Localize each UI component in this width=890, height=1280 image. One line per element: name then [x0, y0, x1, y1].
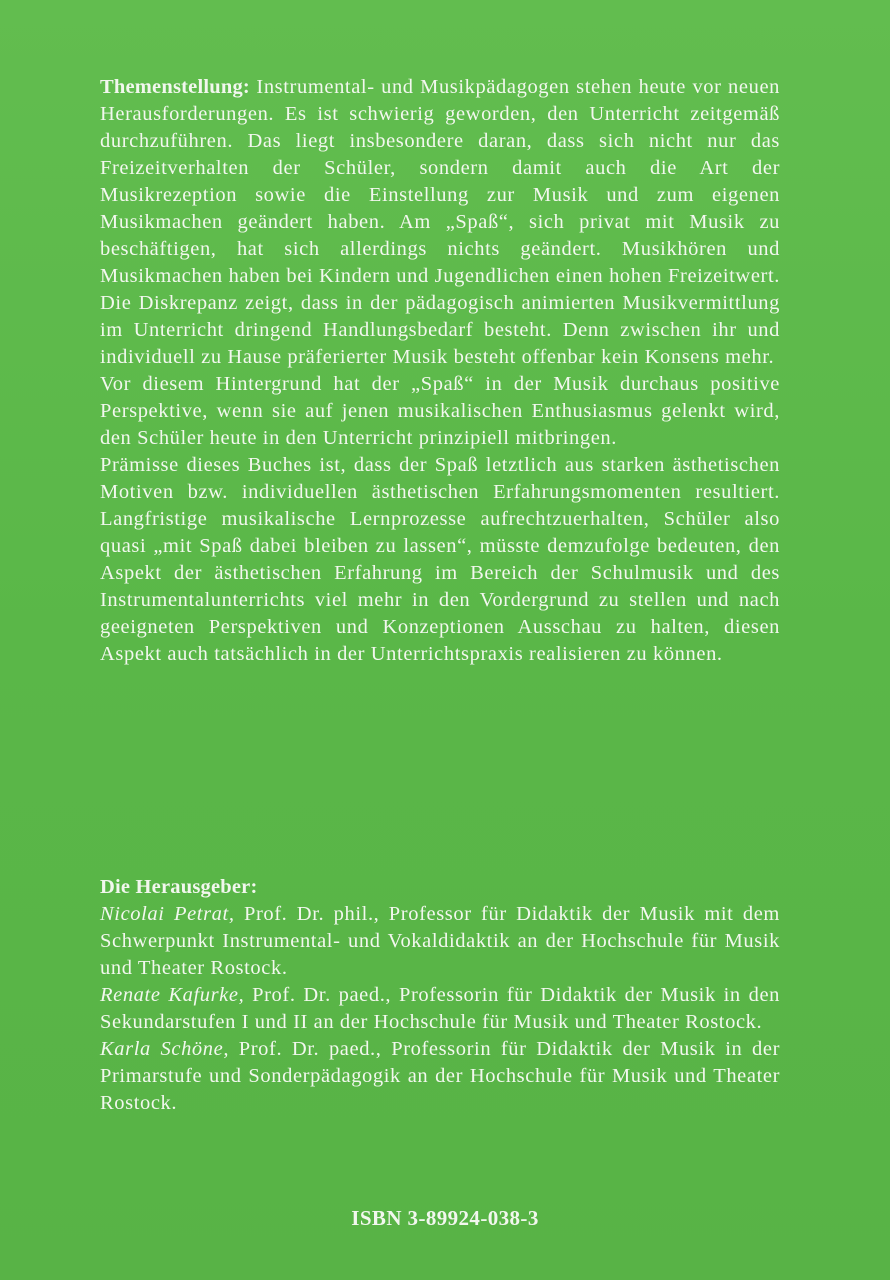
theme-heading: Themenstellung: — [100, 76, 250, 98]
theme-paragraph-2: Vor diesem Hintergrund hat der „Spaß“ in der Musik durchaus positive Perspektive, wenn sie auf jenen musikalischen Enthusiasmus gelenkt wird, den Schüler heute in den Unterricht prinzipiell mitbringen. — [100, 373, 780, 449]
isbn-number: ISBN 3-89924-038-3 — [351, 1206, 539, 1230]
editors-section — [100, 874, 780, 1117]
theme-paragraph-3: Prämisse dieses Buches ist, dass der Spaß letztlich aus starken ästhetischen Motiven bzw. individuellen ästhetischen Erfahrungsmomenten resultiert. Langfristige musikalische Lernprozesse aufrechtzuerhalten, Schüler also quasi „mit Spaß dabei bleiben zu lassen“, müsste demzufolge bedeuten, den Aspekt der ästhetischen Erfahrung im Bereich der Schulmusik und des Instrumentalunterrichts viel mehr in den Vordergrund zu stellen und nach geeigneten Perspektiven und Konzeptionen Ausschau zu halten, diesen Aspekt auch tatsächlich in der Unterrichtspraxis realisieren zu können. — [100, 454, 780, 665]
editors-heading: Die Herausgeber: — [100, 876, 258, 898]
editor-entry-kafurke — [100, 982, 780, 1036]
editor-description: Prof. Dr. paed., Professorin für Didaktik der Musik in den Sekundarstufen I und II an der Hochschule für Musik und Theater Rostock. — [100, 984, 780, 1033]
editor-name: Karla Schöne, — [100, 1038, 230, 1060]
editor-name: Nicolai Petrat, — [100, 903, 235, 925]
theme-paragraph-1 — [100, 74, 780, 371]
editor-description: Prof. Dr. phil., Professor für Didaktik der Musik mit dem Schwerpunkt Instrumental- und Vokaldidaktik an der Hochschule für Musik und Theater Rostock. — [100, 903, 780, 979]
theme-section — [100, 74, 780, 668]
theme-paragraph-1-text: Instrumental- und Musikpädagogen stehen heute vor neuen Herausforderungen. Es ist schwierig geworden, den Unterricht zeitgemäß durchzuführen. Das liegt insbesondere daran, dass sich nicht nur das Freizeitverhalten der Schüler, sondern damit auch die Art der Musikrezeption sowie die Einstellung zur Musik und zum eigenen Musikmachen geändert haben. Am „Spaß“, sich privat mit Musik zu beschäftigen, hat sich allerdings nichts geändert. Musikhören und Musikmachen haben bei Kindern und Jugendlichen einen hohen Freizeitwert. Die Diskrepanz zeigt, dass in der pädagogisch animierten Musikvermittlung im Unterricht dringend Handlungsbedarf besteht. Denn zwischen ihr und individuell zu Hause präferierter Musik besteht offenbar kein Konsens mehr. — [100, 76, 780, 368]
editor-description: Prof. Dr. paed., Professorin für Didaktik der Musik in der Primarstufe und Sonderpädagogik an der Hochschule für Musik und Theater Rostock. — [100, 1038, 780, 1114]
editor-name: Renate Kafurke, — [100, 984, 245, 1006]
editor-entry-petrat — [100, 901, 780, 982]
editor-entry-schoene — [100, 1036, 780, 1117]
